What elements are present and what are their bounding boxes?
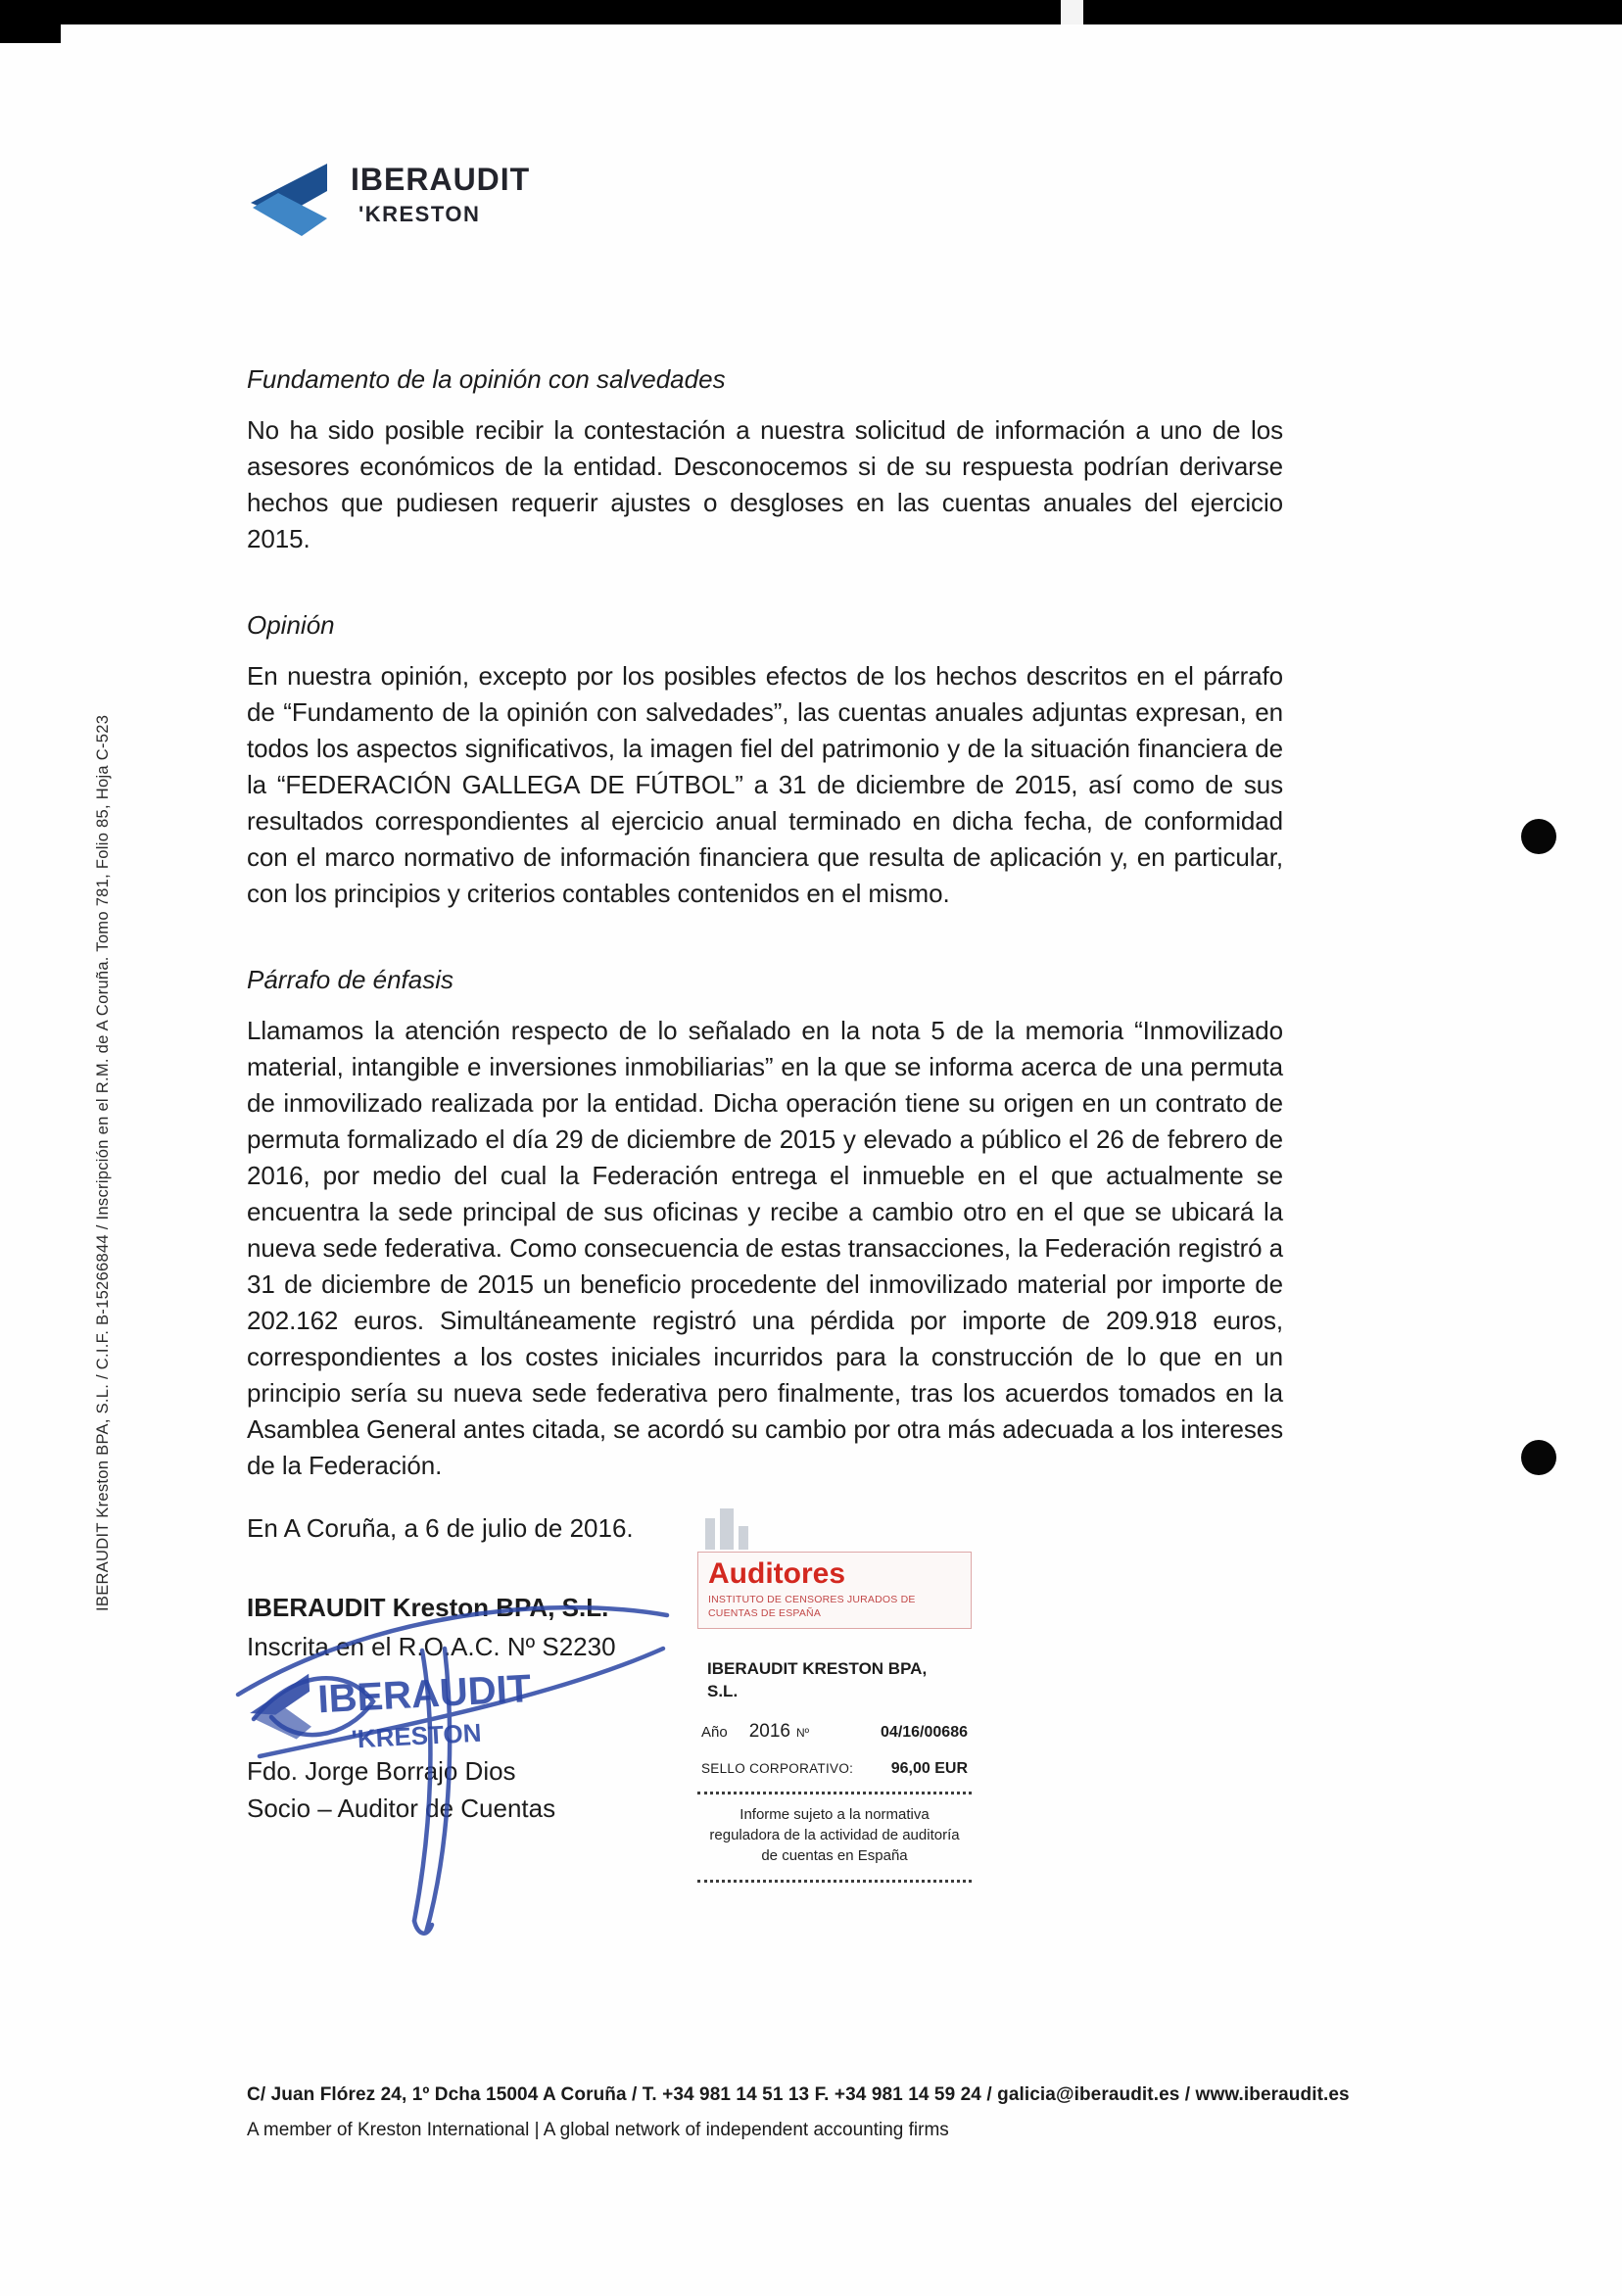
logo-arrow-icon (245, 162, 339, 240)
section-heading: Opinión (247, 610, 335, 640)
punch-hole-dot (1521, 819, 1556, 854)
section-heading: Párrafo de énfasis (247, 965, 454, 994)
stamp-year-value: 2016 (748, 1721, 790, 1743)
footer-network-line: A member of Kreston International | A global network of independent accounting firms (247, 2120, 949, 2140)
punch-hole-dot (1521, 1440, 1556, 1475)
section-heading: Fundamento de la opinión con salvedades (247, 364, 726, 394)
scan-artifact-corner (0, 0, 61, 43)
footer-contact-line: C/ Juan Flórez 24, 1º Dcha 15004 A Coruña / T. +34 981 14 51 13 F. +34 981 14 59 24 / galicia@iberaudit.es / www.iberaudit.es (247, 2084, 1350, 2105)
auditors-institute-stamp (697, 1507, 972, 1892)
scan-artifact-top-bar (0, 0, 1622, 24)
logo-subname: 'KRESTON (358, 202, 481, 226)
letter-footer (247, 2084, 1403, 2141)
section-basis-of-opinion (247, 364, 1283, 557)
section-emphasis (247, 965, 1283, 1484)
date-line: En A Coruña, a 6 de julio de 2016. (247, 1513, 634, 1543)
stamp-firm-name (697, 1658, 972, 1703)
logo-text (351, 162, 530, 227)
stamp-dotted-divider (697, 1880, 972, 1883)
registry-side-text: IBERAUDIT Kreston BPA, S.L. / C.I.F. B-15266844 / Inscripción en el R.M. de A Coruña. Tomo 781, Folio 85, Hoja C-523 (94, 714, 112, 1611)
section-paragraph: En nuestra opinión, excepto por los posibles efectos de los hechos descritos en el párrafo de “Fundamento de la opinión con salvedades”, las cuentas anuales adjuntas expresan, en todos los aspectos significativos, la imagen fiel del patrimonio y de la situación financiera de la “FEDERACIÓN GALLEGA DE FÚTBOL” a 31 de diciembre de 2015, así como de sus resultados correspondientes al ejercicio anual terminado en dicha fecha, de conformidad con el marco normativo de información financiera que resulta de aplicación y, en particular, con los principios y criterios contables contenidos en el mismo. (247, 661, 1283, 908)
letter-body (247, 364, 1283, 1537)
section-opinion (247, 610, 1283, 912)
signature-stamp-name: IBERAUDIT (316, 1666, 533, 1722)
institute-stamp-subtitle: INSTITUTO DE CENSORES JURADOS DE CUENTAS DE ESPAÑA (708, 1594, 916, 1619)
signatory-name: Fdo. Jorge Borrajo Dios (247, 1756, 516, 1786)
section-paragraph: Llamamos la atención respecto de lo señalado en la nota 5 de la memoria “Inmovilizado material, intangible e inversiones inmobiliarias” en la que se informa acerca de una permuta de inmovilizado realizada por la entidad. Dicha operación tiene su origen en un contrato de permuta formalizado el día 29 de diciembre de 2015 y elevado a público el 26 de febrero de 2016, por medio del cual la Federación entrega el inmueble en el que actualmente se encuentra la sede principal de sus oficinas y recibe a cambio otro en el que se ubicará la nueva sede federativa. Como consecuencia de estas transacciones, la Federación registró a 31 de diciembre de 2015 un beneficio procedente del inmovilizado material por importe de 202.162 euros. Simultáneamente registró una pérdida por importe de 209.918 euros, correspondientes a los costes iniciales incurridos para la construcción de lo que en un principio sería su nueva sede federativa pero finalmente, tras los acuerdos tomados en la Asamblea General antes citada, se acordó su cambio por otra más adecuada a los intereses de la Federación. (247, 1016, 1283, 1480)
stamp-seal-row (697, 1760, 972, 1778)
section-paragraph: No ha sido posible recibir la contestación a nuestra solicitud de información a uno de los asesores económicos de la entidad. Desconocemos si de su respuesta podrían derivarse hechos que pudiesen requerir ajustes o desgloses en las cuentas anuales del ejercicio 2015. (247, 415, 1283, 553)
stamp-firm-line2: S.L. (707, 1682, 739, 1701)
stamp-seal-label: SELLO CORPORATIVO: (701, 1761, 854, 1777)
stamp-seal-value: 96,00 EUR (890, 1760, 968, 1778)
firm-name-line: IBERAUDIT Kreston BPA, S.L. (247, 1593, 609, 1622)
institute-stamp-icon (697, 1507, 972, 1550)
signature-stamp-subname: 'KRESTON (350, 1717, 483, 1754)
stamp-firm-line1: IBERAUDIT KRESTON BPA, (707, 1659, 928, 1679)
roac-registration-line: Inscrita en el R.O.A.C. Nº S2230 (247, 1632, 616, 1661)
signatory-role: Socio – Auditor de Cuentas (247, 1794, 556, 1823)
logo-name: IBERAUDIT (351, 162, 531, 197)
stamp-number-value: 04/16/00686 (881, 1724, 968, 1742)
company-logo (245, 162, 530, 240)
institute-stamp-title: Auditores (708, 1557, 846, 1590)
stamp-dotted-divider (697, 1792, 972, 1794)
institute-stamp-header (697, 1552, 972, 1629)
stamp-regulatory-note: Informe sujeto a la normativa reguladora de la actividad de auditoría de cuentas en España (709, 1806, 960, 1865)
stamp-year-row (697, 1721, 972, 1743)
stamp-number-label: Nº (795, 1726, 810, 1741)
stamp-year-label: Año (701, 1724, 728, 1742)
